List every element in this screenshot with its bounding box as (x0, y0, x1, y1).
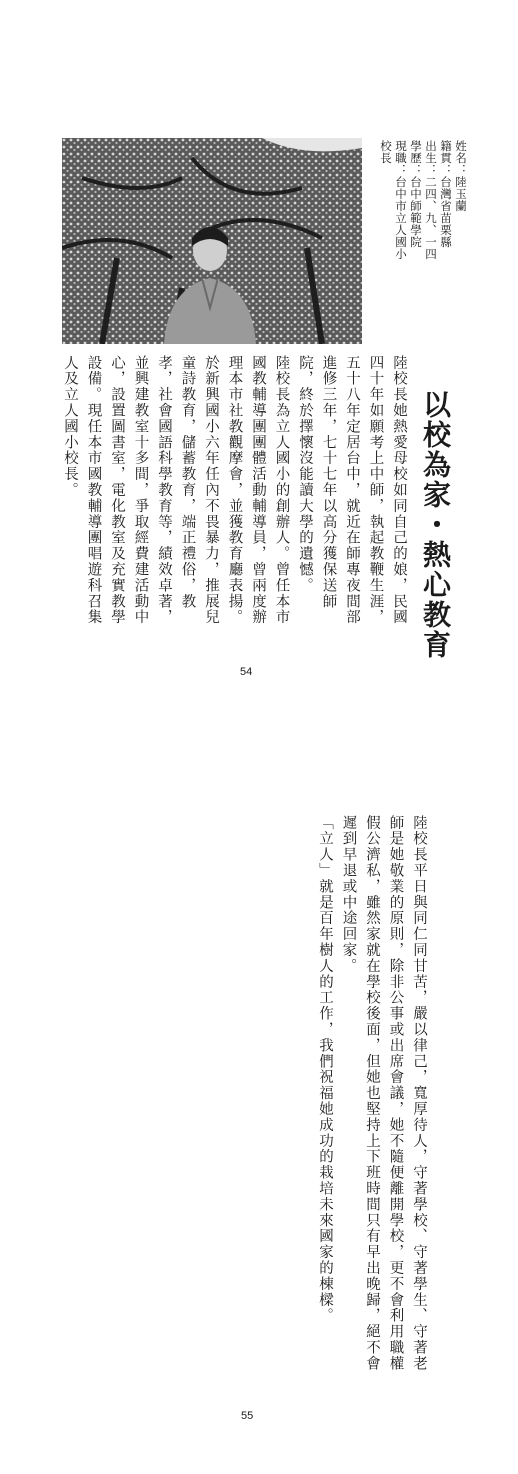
paragraph: 陸校長她熱愛母校如同自己的娘，民國四十年如願考上中師，執起教鞭生涯，五十八年定居台中，就近在師專夜間部進修三年，七十七年以高分獲保送師院，終於擇懷沒能讀大學的遺憾。 (297, 355, 407, 626)
info-name: 姓名：陸玉蘭 (454, 140, 468, 212)
info-origin: 籍貫：台灣省苗栗縣 (439, 140, 453, 248)
body-column-block (58, 355, 411, 655)
article-body-page-54 (52, 355, 410, 655)
info-birth: 出生：二四、九、一四 (424, 140, 438, 260)
body-column-block (313, 815, 431, 1395)
info-position-cont: 校長 (379, 140, 393, 164)
article-title: 以校為家・熱心教育 (419, 390, 452, 660)
portrait-photo (62, 138, 362, 344)
paragraph: 陸校長平日與同仁同甘苦，嚴以律己，寬厚待人，守著學校、守著學生、守著老師是她敬業的原則，除非公事或出席會議，她不隨便離開學校，更不會利用職權假公濟私，雖然家就在學校後面，但她也堅持上下班時間只有早出晚歸，絕不會遲到早退或中途回家。 (340, 815, 427, 1372)
article-body-page-55 (317, 815, 430, 1395)
info-position: 現職：台中市立人國小 (394, 140, 408, 260)
info-education: 學歷：台中師範學院 (409, 140, 423, 248)
profile-info (378, 140, 468, 360)
paragraph: 陸校長為立人國小的創辦人。曾任本市國教輔導團團體活動輔導員，曾兩度辦理本市社教觀摩會，並獲教育廳表揚。於新興國小六年任內不畏暴力，推展兒童詩教育，儲蓄教育，端正禮俗，教孝，社會國語科學教育等，績效卓著，並興建教室十多間，爭取經費建活動中心，設置圖書室，電化教室及充實教學設備。現任本市國教輔導團唱遊科召集人及立人國小校長。 (62, 355, 290, 626)
page-number: 54 (240, 666, 253, 678)
page-number: 55 (241, 1410, 254, 1422)
orchard-portrait-image (62, 138, 362, 344)
paragraph: 「立人」就是百年樹人的工作，我們祝福她成功的栽培未來國家的棟樑。 (317, 815, 333, 1324)
